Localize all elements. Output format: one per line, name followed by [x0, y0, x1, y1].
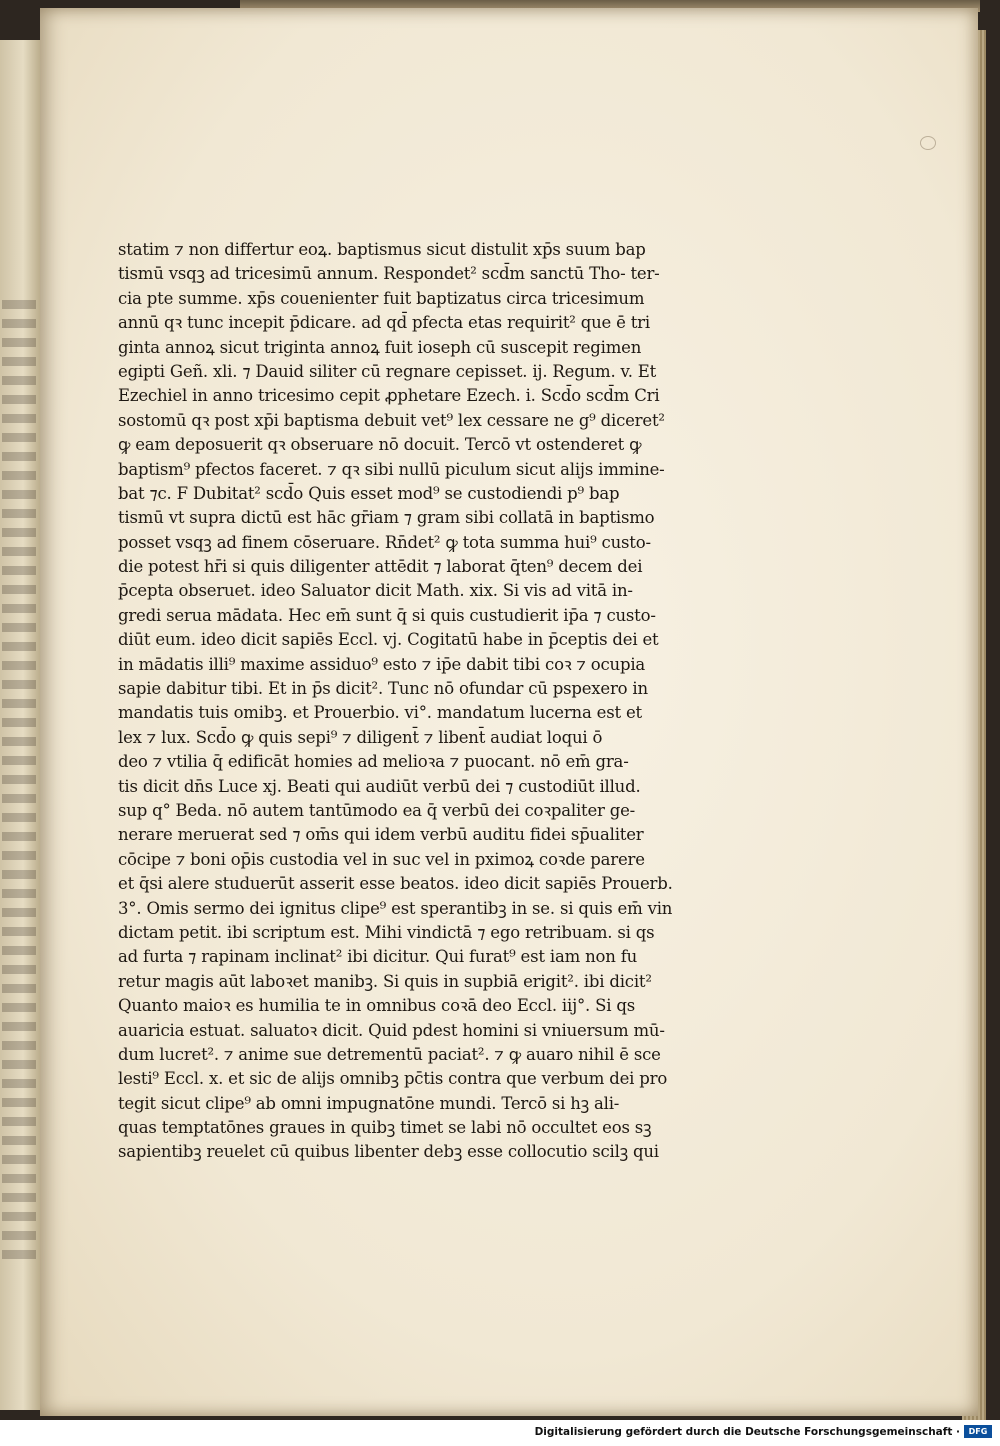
text-line: 3°. Omis sermo dei ignitus clipe⁹ est sperantibꝫ in se. si quis em̄ vin [118, 898, 673, 918]
text-line: baptism⁹ pfectos faceret. ⁊ qꝛ sibi nullū piculum sicut alijs immine- [118, 459, 665, 479]
text-line: tis dicit dn̄s Luce xj. Beati qui audiūt verbū dei ⁊ custodiūt illud. [118, 776, 641, 796]
text-line: annū qꝛ tunc incepit p̄dicare. ad qd̄ pfecta etas requirit² que ē tri [118, 313, 650, 333]
text-line: retur magis aūt laboꝛet manibꝫ. Si quis in supbiā erigit². ibi dicit² [118, 971, 652, 991]
text-line: lex ⁊ lux. Scd̄o ꝙ quis sepi⁹ ⁊ diligent̄ ⁊ libent̄ audiat loqui ō [118, 727, 603, 747]
text-line: deo ⁊ vtilia q̄ edificāt homies ad melioꝛa ⁊ puocant. nō em̄ gra- [118, 752, 629, 772]
text-line: sostomū qꝛ post xp̄i baptisma debuit vet⁹ lex cessare ne g⁹ diceret² [118, 410, 665, 430]
text-line: ginta annoꝝ sicut triginta annoꝝ fuit ioseph cū suscepit regimen [118, 337, 642, 357]
text-line: auaricia estuat. saluatoꝛ dicit. Quid pdest homini si vniuersum mū- [118, 1020, 665, 1040]
text-line: lesti⁹ Eccl. x. et sic de alijs omnibꝫ pc̄tis contra que verbum dei pro [118, 1069, 668, 1089]
text-line: posset vsqꝫ ad finem cōseruare. Rn̄det² ꝙ tota summa hui⁹ custo- [118, 532, 651, 552]
text-line: Quanto maioꝛ es humilia te in omnibus coꝛā deo Eccl. iij°. Si qs [118, 996, 635, 1016]
text-line: die potest hr̄i si quis diligenter attēdit ⁊ laborat q̄ten⁹ decem dei [118, 557, 643, 577]
text-line: sup q° Beda. nō autem tantūmodo ea q̄ verbū dei coꝛpaliter ge- [118, 800, 636, 820]
text-line: et q̄si alere studuerūt asserit esse beatos. ideo dicit sapiēs Prouerb. [118, 874, 673, 894]
text-line: statim ⁊ non differtur eoꝝ. baptismus sicut distulit xp̄s suum bap [118, 240, 646, 259]
text-line: sapie dabitur tibi. Et in p̄s dicit². Tunc nō ofundar cū pspexero in [118, 679, 648, 699]
text-line: mandatis tuis omibꝫ. et Prouerbio. vi°. mandatum lucerna est et [118, 703, 642, 723]
text-line: quas temptatōnes graues in quibꝫ timet se labi nō occultet eos sꝫ [118, 1118, 652, 1138]
text-line: Ezechiel in anno tricesimo cepit ꝓphetare Ezech. i. Scd̄o scd̄m Cri [118, 386, 660, 406]
text-line: egipti Geñ. xli. ⁊ Dauid siliter cū regnare cepisset. ij. Regum. v. Et [118, 361, 657, 381]
digitization-credit: Digitalisierung gefördert durch die Deutsche Forschungsgemeinschaft · [534, 1426, 960, 1438]
text-line: tegit sicut clipe⁹ ab omni impugnatōne mundi. Tercō si hꝫ ali- [118, 1093, 620, 1113]
text-line: nerare meruerat sed ⁊ om̄s qui idem verbū auditu fidei sp̄ualiter [118, 825, 644, 845]
text-line: cia pte summe. xp̄s couenienter fuit baptizatus circa tricesimum [118, 288, 645, 308]
text-line: sapientibꝫ reuelet cū quibus libenter debꝫ esse collocutio scilꝫ qui [118, 1142, 659, 1162]
text-line: in mādatis illi⁹ maxime assiduo⁹ esto ⁊ ip̄e dabit tibi coꝛ ⁊ ocupia [118, 654, 646, 674]
text-line: p̄cepta obseruet. ideo Saluator dicit Math. xix. Si vis ad vitā in- [118, 581, 633, 601]
dfg-logo: DFG [964, 1425, 992, 1438]
text-line: tismū vt supra dictū est hāc gr̄iam ⁊ gram sibi collatā in baptismo [118, 508, 655, 528]
text-line: tismū vsqꝫ ad tricesimū annum. Respondet² scd̄m sanctū Tho- ter- [118, 264, 660, 284]
text-line: ad furta ⁊ rapinam inclinat² ibi dicitur. Qui furat⁹ est iam non fu [118, 947, 638, 967]
facing-page-edge [0, 40, 44, 1410]
text-line: diūt eum. ideo dicit sapiēs Eccl. vj. Cogitatū habe in p̄ceptis dei et [118, 630, 659, 650]
text-line: bat ⁊c. F Dubitat² scd̄o Quis esset mod⁹ se custodiendi p⁹ bap [118, 483, 620, 503]
text-line: dictam petit. ibi scriptum est. Mihi vindictā ⁊ ego retribuam. si qs [118, 922, 655, 942]
folio-mark [920, 136, 936, 150]
text-line: gredi serua mādata. Hec em̄ sunt q̄ si quis custudierit ip̄a ⁊ custo- [118, 605, 656, 625]
footer-bar [0, 1420, 1000, 1446]
facing-page-text-bleed [2, 300, 36, 1260]
text-line: ꝙ eam deposuerit qꝛ obseruare nō docuit. Tercō vt ostenderet ꝙ [118, 435, 642, 455]
text-block [118, 238, 758, 1165]
text-line: dum lucret². ⁊ anime sue detrementū paciat². ⁊ ꝙ auaro nihil ē sce [118, 1044, 661, 1064]
text-line: cōcipe ⁊ boni op̄is custodia vel in suc vel in pximoꝝ coꝛde parere [118, 849, 645, 869]
